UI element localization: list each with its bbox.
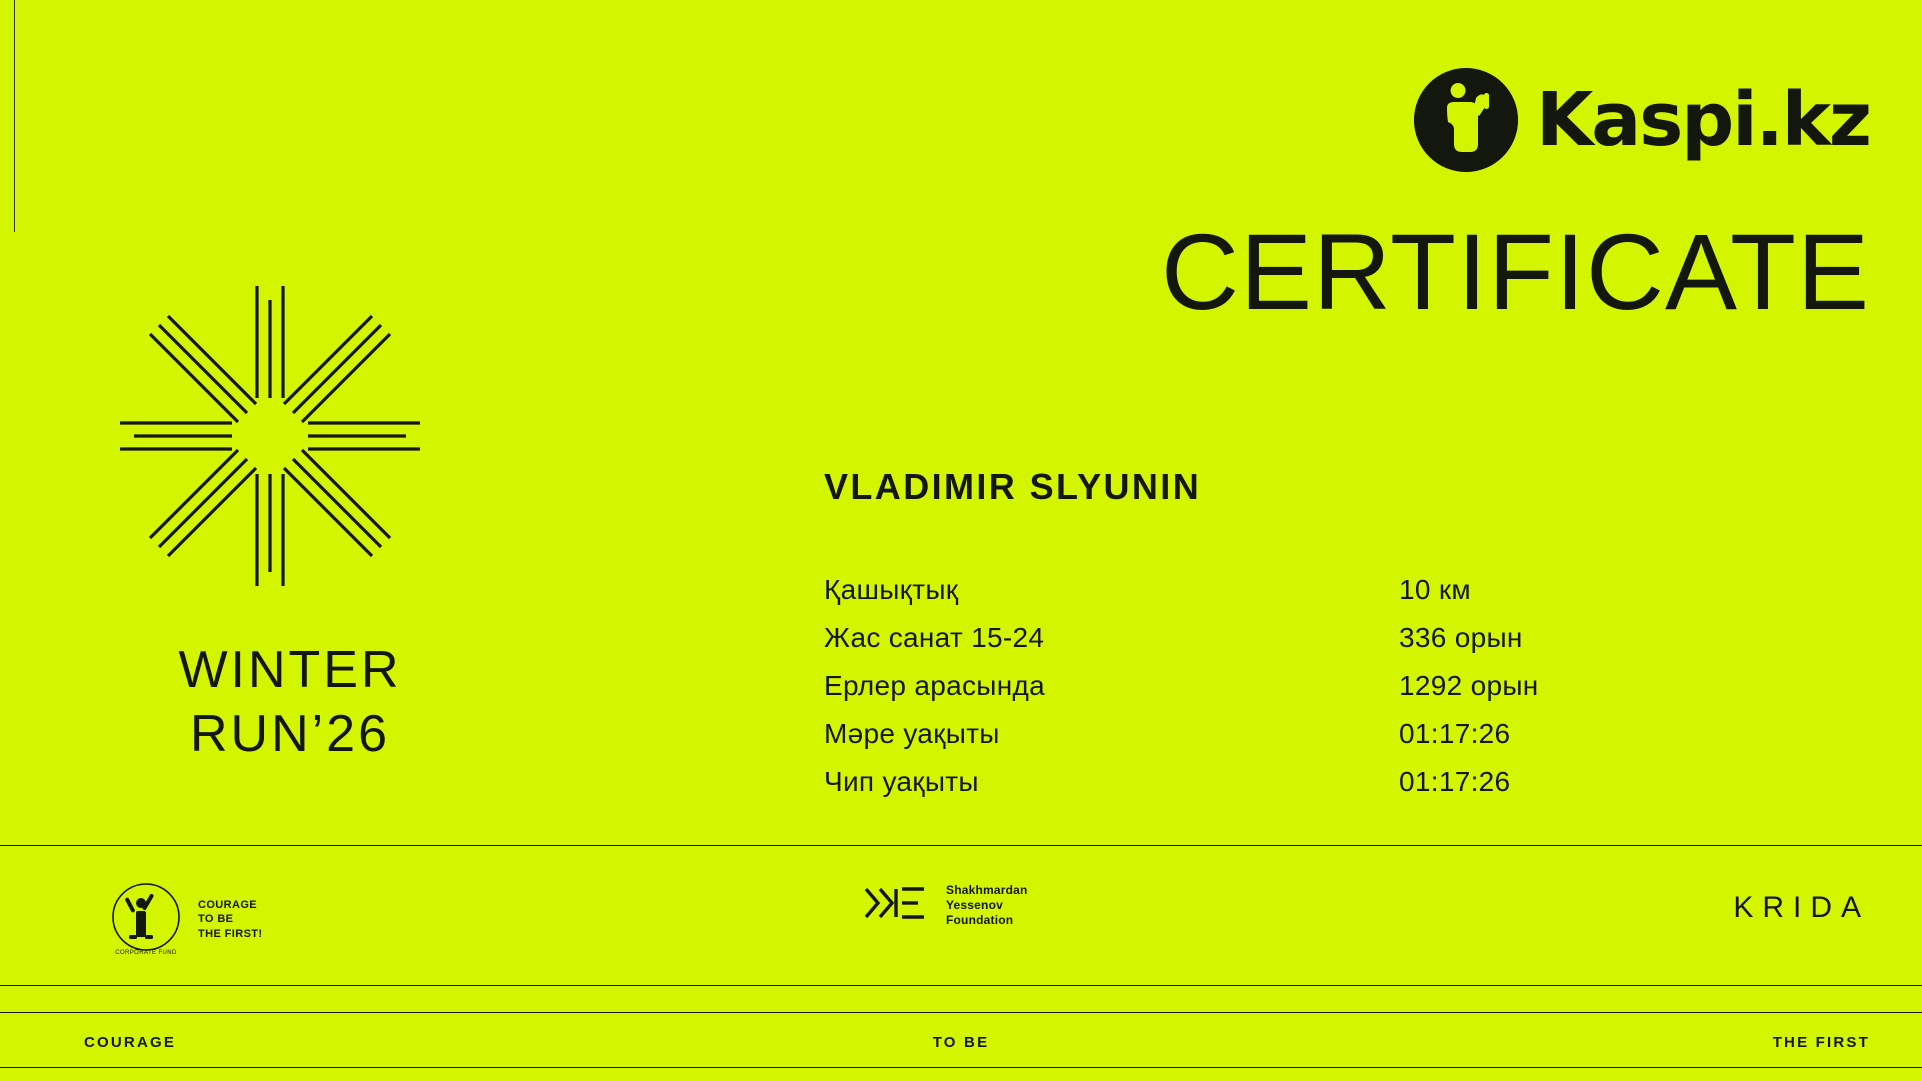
left-edge-rule — [14, 0, 15, 232]
kaspi-person-circle-icon — [1414, 68, 1518, 172]
table-row — [824, 670, 1704, 702]
yessenov-monogram-icon — [862, 879, 934, 932]
partner-krida — [1733, 891, 1870, 925]
table-row — [824, 574, 1704, 606]
partner-logos — [0, 855, 1922, 983]
yessenov-line-1: Shakhmardan — [946, 882, 1028, 897]
athlete-name: VLADIMIR SLYUNIN — [824, 466, 1202, 507]
page-title: CERTIFICATE — [1160, 211, 1870, 332]
event-name-line2: RUN’26 — [189, 705, 391, 764]
table-row — [824, 718, 1704, 750]
divider-slogan-top — [0, 1012, 1922, 1013]
result-value: 01:17:26 — [1399, 766, 1511, 797]
divider-top — [0, 845, 1922, 846]
courage-fund-figure-icon — [104, 875, 188, 964]
yessenov-text — [946, 883, 1028, 928]
krida-wordmark-icon: KRIDA — [1733, 891, 1870, 924]
result-label: Ерлер арасында — [824, 670, 1045, 701]
result-label: Жас санат 15-24 — [824, 622, 1045, 653]
results-table — [824, 574, 1704, 814]
result-label: Мәре уақыты — [824, 718, 1000, 749]
result-value: 10 км — [1399, 574, 1471, 605]
slogan-middle: TO BE — [932, 1033, 990, 1051]
partner-courage-fund — [104, 875, 263, 964]
courage-line-3: THE FIRST! — [198, 927, 263, 940]
sponsor-logo — [1414, 68, 1870, 172]
courage-fund-text — [198, 898, 263, 940]
result-value: 1292 орын — [1399, 670, 1539, 701]
courage-line-1: COURAGE — [198, 899, 258, 912]
courage-line-2: TO BE — [198, 913, 234, 926]
divider-bottom — [0, 1067, 1922, 1068]
slogan-right: THE FIRST — [1772, 1033, 1870, 1051]
svg-text:CORPORATE FUND: CORPORATE FUND — [115, 950, 177, 956]
result-value: 01:17:26 — [1399, 718, 1511, 749]
slogan-strip — [0, 1020, 1922, 1064]
table-row — [824, 766, 1704, 798]
event-name — [120, 638, 460, 767]
table-row — [824, 622, 1704, 654]
result-label: Чип уақыты — [824, 766, 979, 797]
partner-yessenov-foundation — [862, 879, 1028, 932]
divider-partners-bottom — [0, 985, 1922, 986]
result-label: Қашықтық — [824, 574, 959, 605]
yessenov-line-2: Yessenov — [946, 897, 1003, 912]
event-name-line1: WINTER — [178, 641, 402, 699]
sponsor-wordmark: Kaspi.kz — [1535, 77, 1870, 163]
result-value: 336 орын — [1399, 622, 1523, 653]
snowflake-starburst-icon — [120, 286, 450, 586]
slogan-left: COURAGE — [84, 1033, 177, 1051]
yessenov-line-3: Foundation — [946, 913, 1014, 928]
